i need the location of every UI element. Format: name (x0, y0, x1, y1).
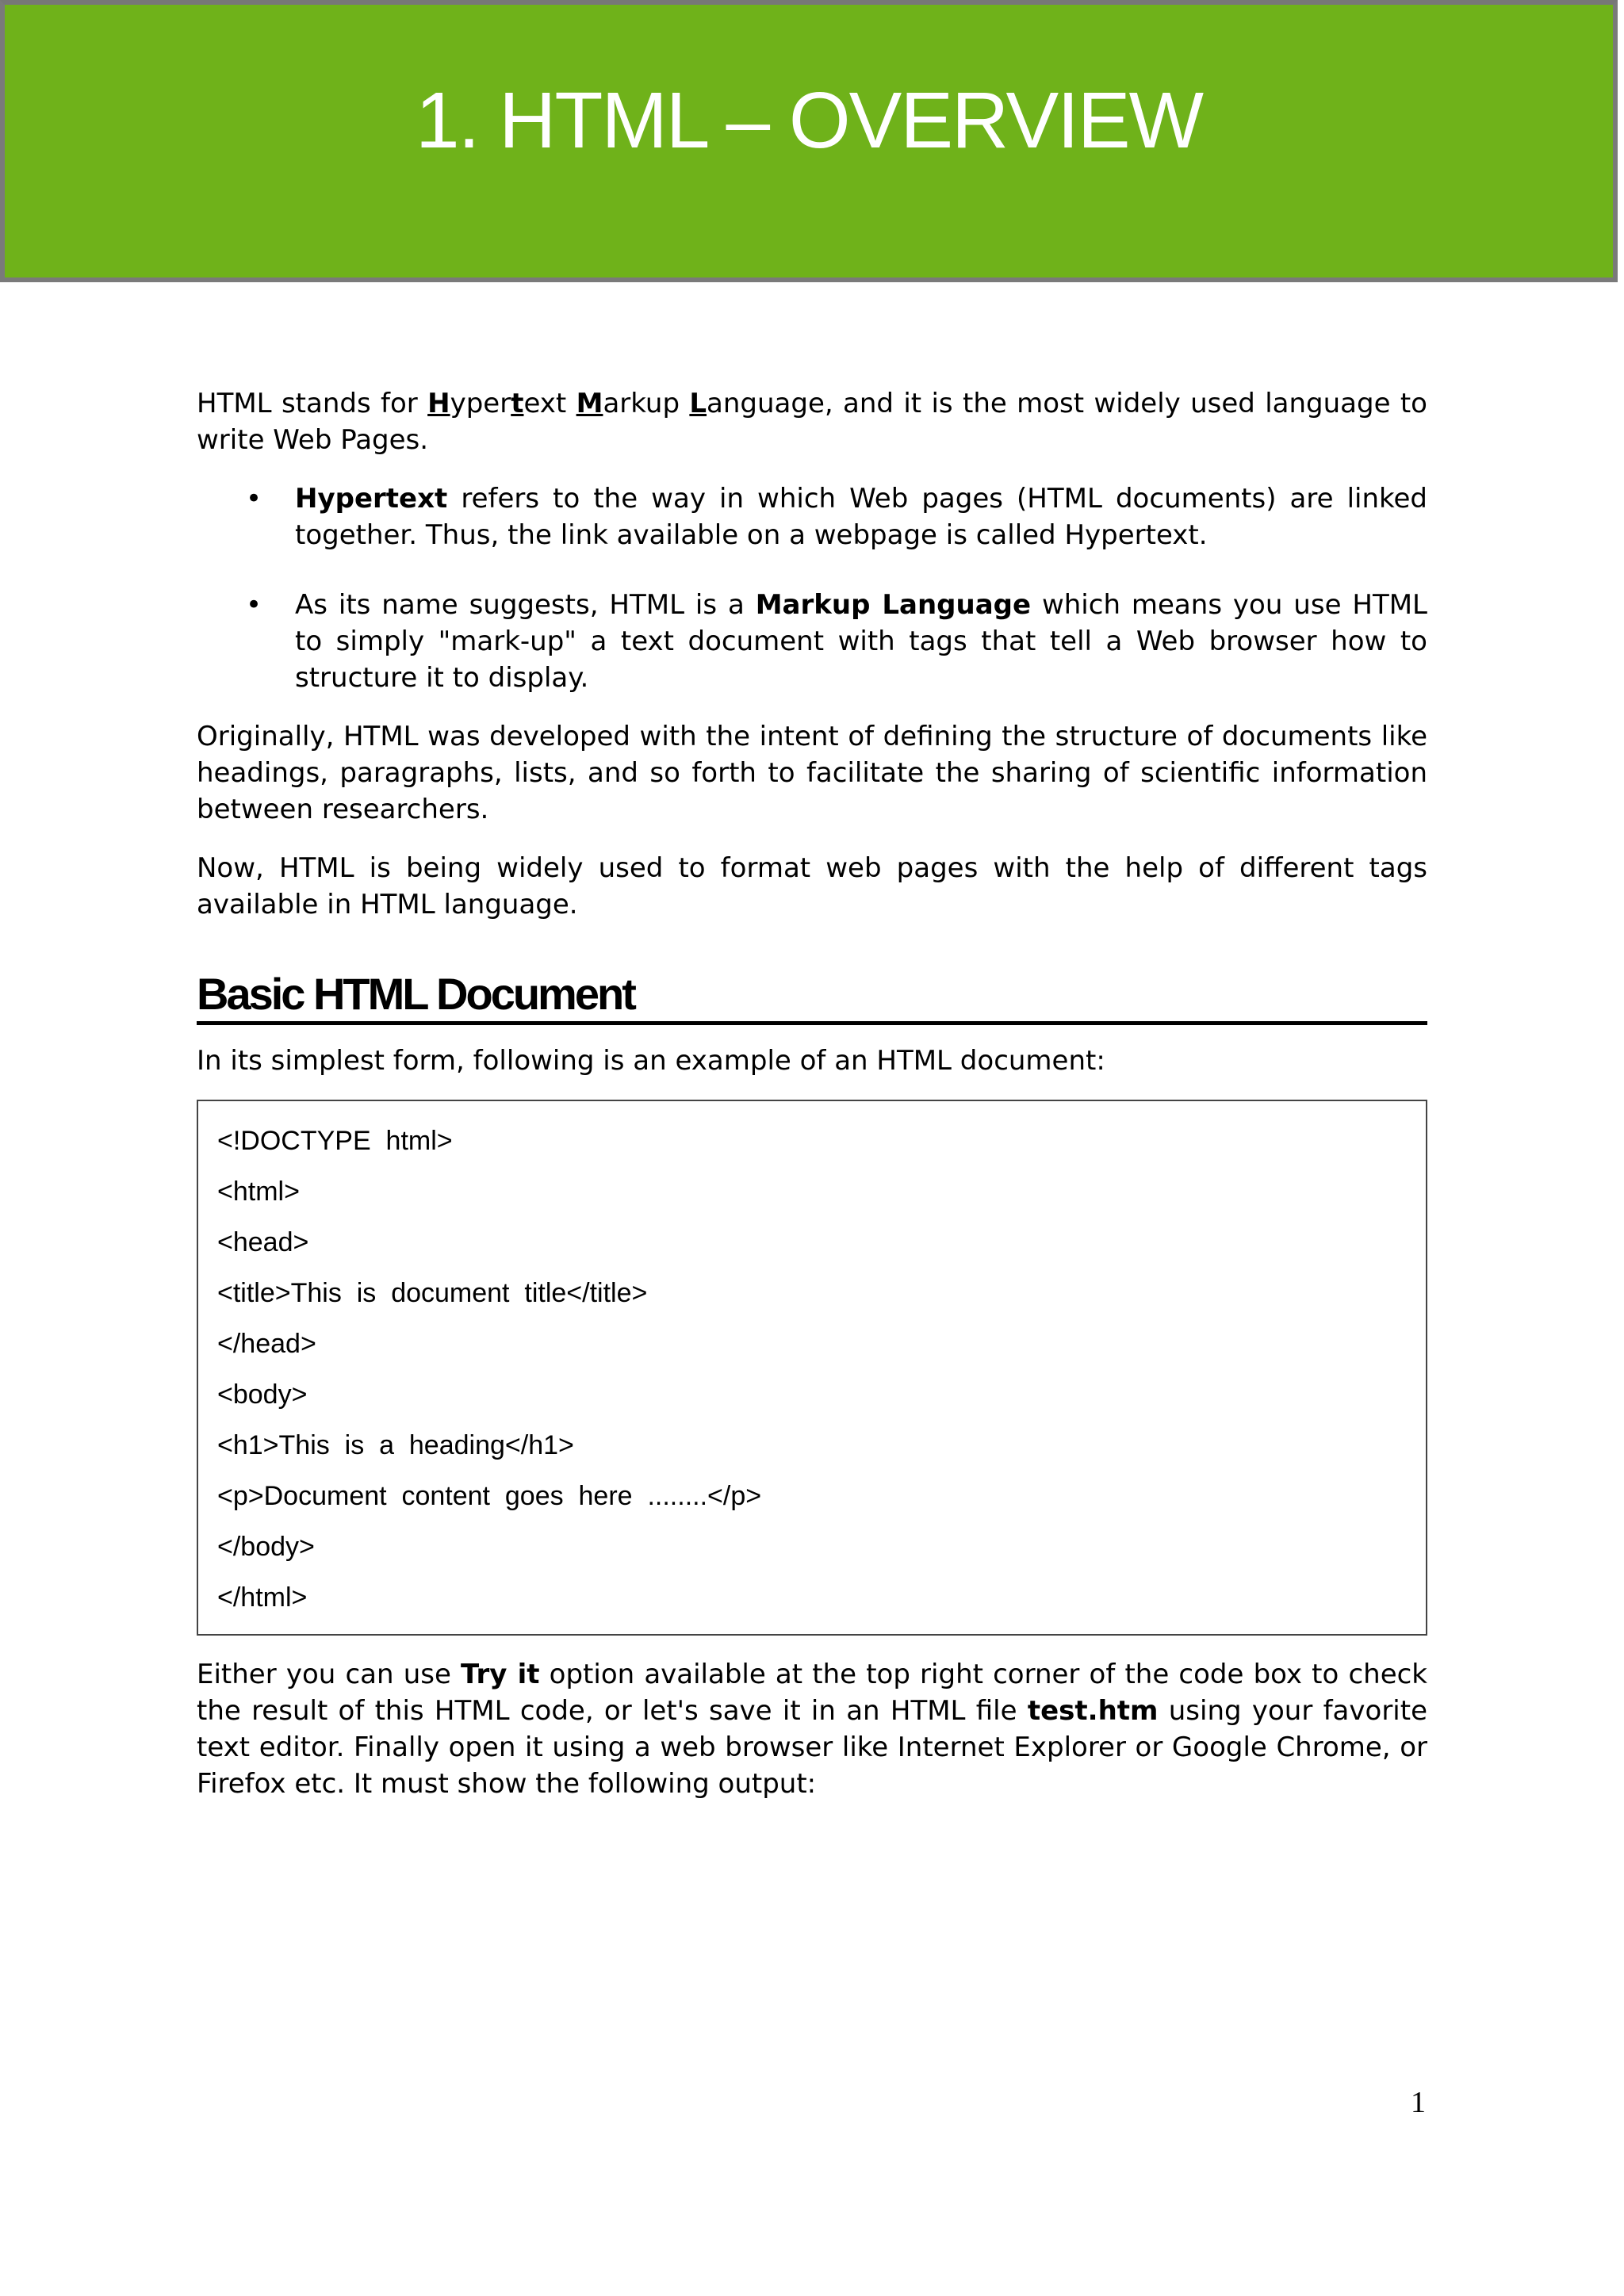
intro-text: HTML stands for (197, 388, 428, 419)
definition-text: As its name suggests, HTML is a (295, 589, 756, 621)
bullet-icon: • (246, 589, 262, 621)
acronym-letter-m: M (576, 388, 603, 419)
intro-text: anguage, and it is the most widely used language to write Web Pages. (197, 388, 1427, 456)
bullet-icon: • (246, 483, 262, 515)
history-paragraph: Originally, HTML was developed with the intent of defining the structure of documents like headings, paragraphs, lists, and so forth to facilitate the sharing of scientific information between researchers. (197, 721, 1427, 825)
document-body (197, 385, 1427, 1824)
code-line: <h1>This is a heading</h1> (217, 1430, 574, 1460)
list-item (197, 587, 1427, 696)
closing-paragraph (197, 1656, 1427, 1802)
term-hypertext: Hypertext (295, 483, 448, 515)
definition-text: refers to the way in which Web pages (HTML documents) are linked together. Thus, the link available on a webpage is called Hypertext. (295, 483, 1427, 551)
intro-paragraph (197, 385, 1427, 458)
acronym-letter-h: H (427, 388, 450, 419)
code-line: </head> (217, 1329, 316, 1359)
intro-text: arkup (603, 388, 690, 419)
definition-text: which means you use HTML to simply "mark-up" a text document with tags that tell a Web browser how to structure it to display. (295, 589, 1427, 694)
closing-text: using your favorite text editor. Finally open it using a web browser like Internet Explorer or Google Chrome, or Firefox etc. It must show the following output: (197, 1695, 1427, 1800)
list-item (197, 480, 1427, 553)
acronym-letter-l: L (689, 388, 707, 419)
section-intro: In its simplest form, following is an example of an HTML document: (197, 1045, 1105, 1077)
code-line: <html> (217, 1177, 300, 1207)
intro-text: ext (523, 388, 576, 419)
try-it-term: Try it (461, 1659, 540, 1690)
closing-text: option available at the top right corner of the code box to check the result of this HTML code, or let's save it in an HTML file (197, 1659, 1428, 1727)
term-markup-language: Markup Language (755, 589, 1032, 621)
closing-text: Either you can use (197, 1659, 462, 1690)
code-line: </html> (217, 1582, 308, 1613)
code-line: </body> (217, 1532, 315, 1562)
intro-text: yper (450, 388, 511, 419)
chapter-title: 1. HTML – OVERVIEW (415, 76, 1203, 165)
acronym-letter-t: t (511, 388, 524, 419)
code-line: <p>Document content goes here ........</p> (217, 1481, 762, 1511)
chapter-banner (0, 0, 1618, 282)
usage-paragraph: Now, HTML is being widely used to format web pages with the help of different tags available in HTML language. (197, 852, 1427, 920)
filename-term: test.htm (1027, 1695, 1159, 1727)
definition-list (197, 480, 1427, 696)
code-line: <!DOCTYPE html> (217, 1126, 453, 1156)
code-line: <title>This is document title</title> (217, 1278, 648, 1308)
code-line: <body> (217, 1380, 308, 1410)
page-number: 1 (1411, 2086, 1426, 2119)
code-line: <head> (217, 1227, 309, 1257)
section-heading: Basic HTML Document (197, 969, 1427, 1025)
code-example-box (197, 1100, 1427, 1636)
